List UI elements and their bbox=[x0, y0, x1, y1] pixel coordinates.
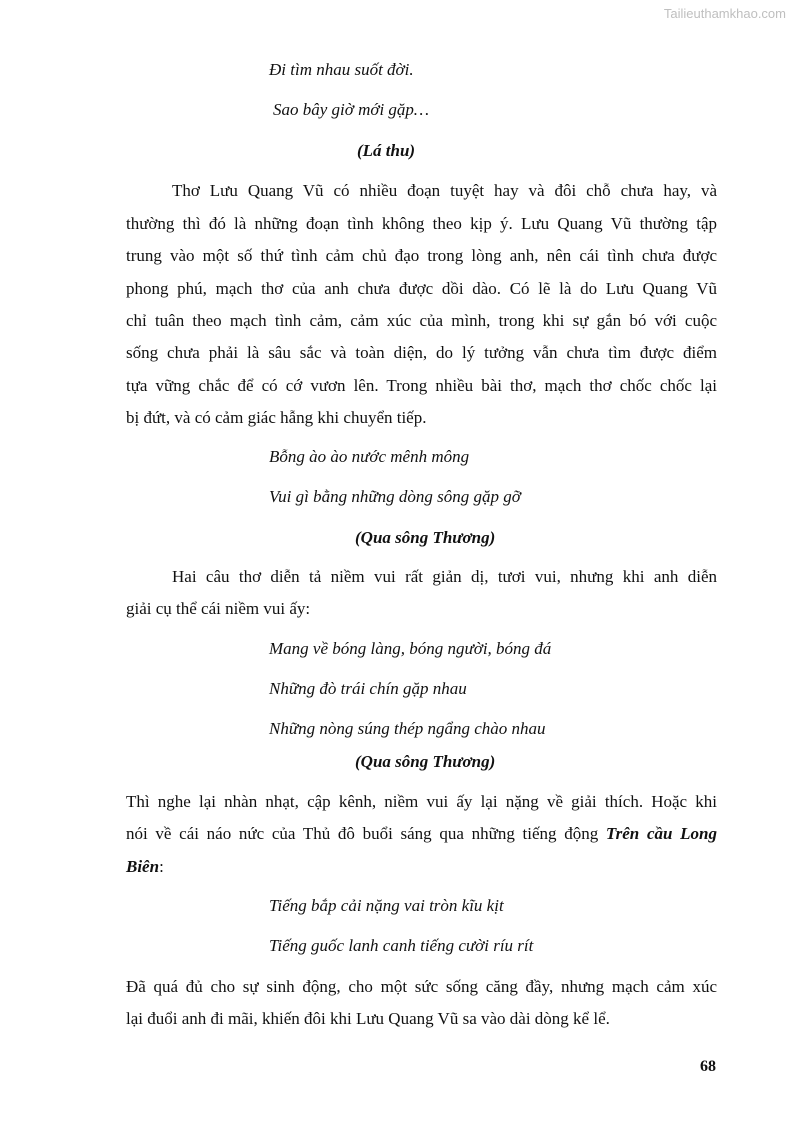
poem-line: Sao bây giờ mới gặp… bbox=[273, 100, 430, 119]
paragraph-text: nói về cái náo nức của Thủ đô buổi sáng qua những tiếng động bbox=[126, 824, 606, 843]
page-number: 68 bbox=[700, 1058, 716, 1075]
paragraph-line: Hai câu thơ diễn tả niềm vui rất giản dị, tươi vui, nhưng khi anh diễn bbox=[172, 567, 717, 586]
paragraph-line bbox=[126, 857, 164, 877]
paragraph-line: Thì nghe lại nhàn nhạt, cập kênh, niềm vui ấy lại nặng về giải thích. Hoặc khi bbox=[126, 792, 717, 811]
paragraph-line: giải cụ thể cái niềm vui ấy: bbox=[126, 599, 311, 618]
poem-line: Bỗng ào ào nước mênh mông bbox=[269, 447, 470, 466]
paragraph-line bbox=[126, 824, 717, 844]
poem-line: Tiếng bắp cải nặng vai tròn kĩu kịt bbox=[269, 896, 504, 915]
poem-title: Trên cầu Long bbox=[605, 824, 717, 843]
poem-line: Những nòng súng thép ngẩng chào nhau bbox=[269, 719, 546, 738]
poem-line: Vui gì bằng những dòng sông gặp gỡ bbox=[269, 487, 521, 506]
paragraph-line: trung vào một số thứ tình cảm chủ đạo trong lòng anh, nên cái tình chưa được bbox=[126, 246, 717, 265]
paragraph-line: lại đuổi anh đi mãi, khiến đôi khi Lưu Quang Vũ sa vào dài dòng kể lể. bbox=[126, 1009, 610, 1028]
watermark: Tailieuthamkhao.com bbox=[663, 6, 786, 21]
paragraph-line: tựa vững chắc để có cớ vươn lên. Trong nhiều bài thơ, mạch thơ chốc chốc lại bbox=[126, 376, 717, 395]
poem-source: (Qua sông Thương) bbox=[355, 752, 496, 771]
poem-source: (Lá thu) bbox=[357, 141, 416, 160]
paragraph-text: : bbox=[159, 857, 164, 876]
paragraph-line: Đã quá đủ cho sự sinh động, cho một sức sống căng đầy, nhưng mạch cảm xúc bbox=[126, 977, 717, 996]
poem-title: Biên bbox=[126, 857, 160, 876]
paragraph-line: sống chưa phải là sâu sắc và toàn diện, do lý tưởng vẫn chưa tìm được điểm bbox=[126, 343, 717, 362]
poem-line: Những đò trái chín gặp nhau bbox=[269, 679, 467, 698]
poem-source: (Qua sông Thương) bbox=[355, 528, 496, 547]
paragraph-line: phong phú, mạch thơ của anh chưa được dồi dào. Có lẽ là do Lưu Quang Vũ bbox=[126, 279, 717, 298]
paragraph-line: bị đứt, và có cảm giác hẫng khi chuyển tiếp. bbox=[126, 408, 427, 427]
paragraph-line: chỉ tuân theo mạch tình cảm, cảm xúc của mình, trong khi sự gắn bó với cuộc bbox=[126, 311, 717, 330]
paragraph-line: Thơ Lưu Quang Vũ có nhiều đoạn tuyệt hay và đôi chỗ chưa hay, và bbox=[172, 181, 717, 200]
poem-line: Tiếng guốc lanh canh tiếng cười ríu rít bbox=[269, 936, 534, 955]
poem-line: Mang về bóng làng, bóng người, bóng đá bbox=[269, 639, 552, 658]
poem-line: Đi tìm nhau suốt đời. bbox=[269, 60, 414, 79]
paragraph-line: thường thì đó là những đoạn tình không theo kịp ý. Lưu Quang Vũ thường tập bbox=[126, 214, 717, 233]
